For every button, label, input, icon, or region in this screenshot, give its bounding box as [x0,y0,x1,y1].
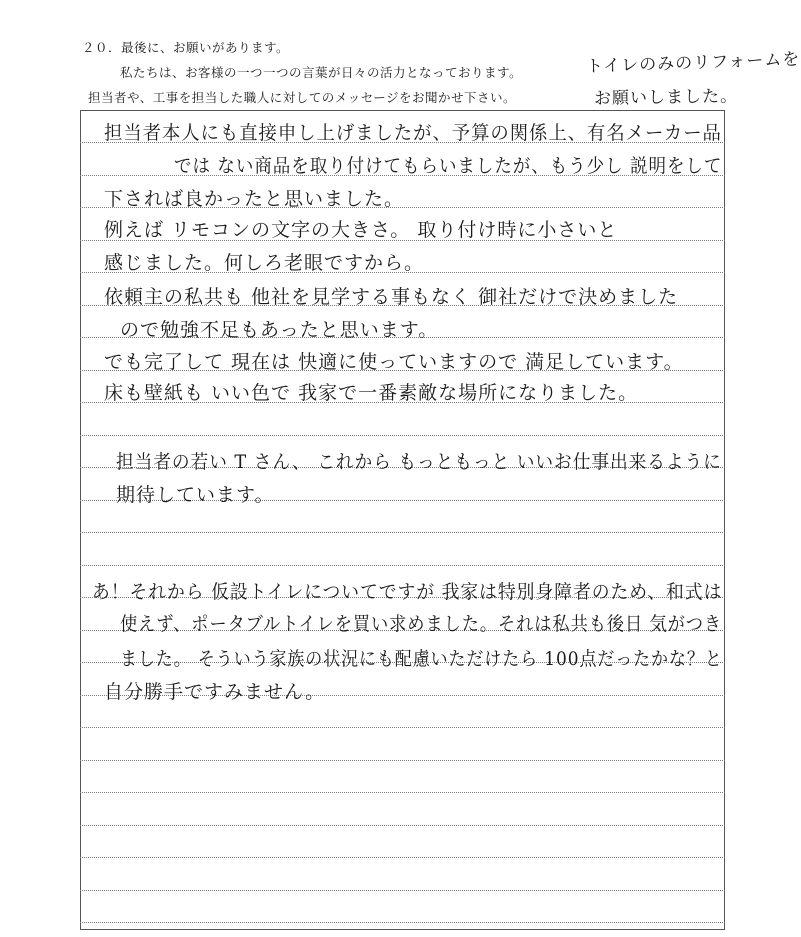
question-line-2: 担当者や、工事を担当した職人に対してのメッセージをお聞かせ下さい。 [88,90,517,105]
message-line-8: でも完了して 現在は 快適に使っていますので 満足しています。 [104,351,684,373]
ruled-line [80,435,725,436]
ruled-line [80,727,725,728]
ruled-line [80,565,725,566]
message-line-6: 依頼主の私共も 他社を見学する事もなく 御社だけで決めました [104,286,679,308]
message-line-11: 期待しています。 [116,484,275,506]
message-line-13: 使えず、ポータブルトイレを買い求めました。それは私共も後日 気がつき [120,613,723,635]
ruled-line [80,922,725,923]
question-title: ２０．最後に、お願いがあります。 [82,40,290,55]
message-line-4: 例えば リモコンの文字の大きさ。 取り付け時に小さいと [104,219,618,241]
ruled-line [80,760,725,761]
margin-note-line-2: お願いしました。 [593,86,739,109]
ruled-line [80,825,725,826]
ruled-line [80,792,725,793]
message-line-15: 自分勝手ですみません。 [104,681,326,703]
message-line-5: 感じました。何しろ老眼ですから。 [104,252,425,274]
question-line-1: 私たちは、お客様の一つ一つの言葉が日々の活力となっております。 [120,65,523,80]
message-line-10: 担当者の若い T さん、 これから もっともっと いいお仕事出来るように [116,451,722,473]
margin-note-line-1: トイレのみのリフォームを [585,49,801,77]
message-line-2: では ない商品を取り付けてもらいましたが、もう少し 説明をして [174,155,723,177]
message-line-1: 担当者本人にも直接申し上げましたが、予算の関係上、有名メーカー品 [104,122,722,144]
ruled-line [80,532,725,533]
message-line-3: 下されば良かったと思いました。 [104,188,405,210]
ruled-line [80,890,725,891]
ruled-line [80,857,725,858]
message-line-14: ました。 そういう家族の状況にも配慮いただけたら 100点だったかな？と [120,648,723,670]
message-line-12: あ！それから 仮設トイレについてですが 我家は特別身障者のため、和式は [92,581,723,603]
message-line-7: ので勉強不足もあったと思います。 [120,319,439,341]
message-line-9: 床も壁紙も いい色で 我家で一番素敵な場所になりました。 [104,382,639,404]
